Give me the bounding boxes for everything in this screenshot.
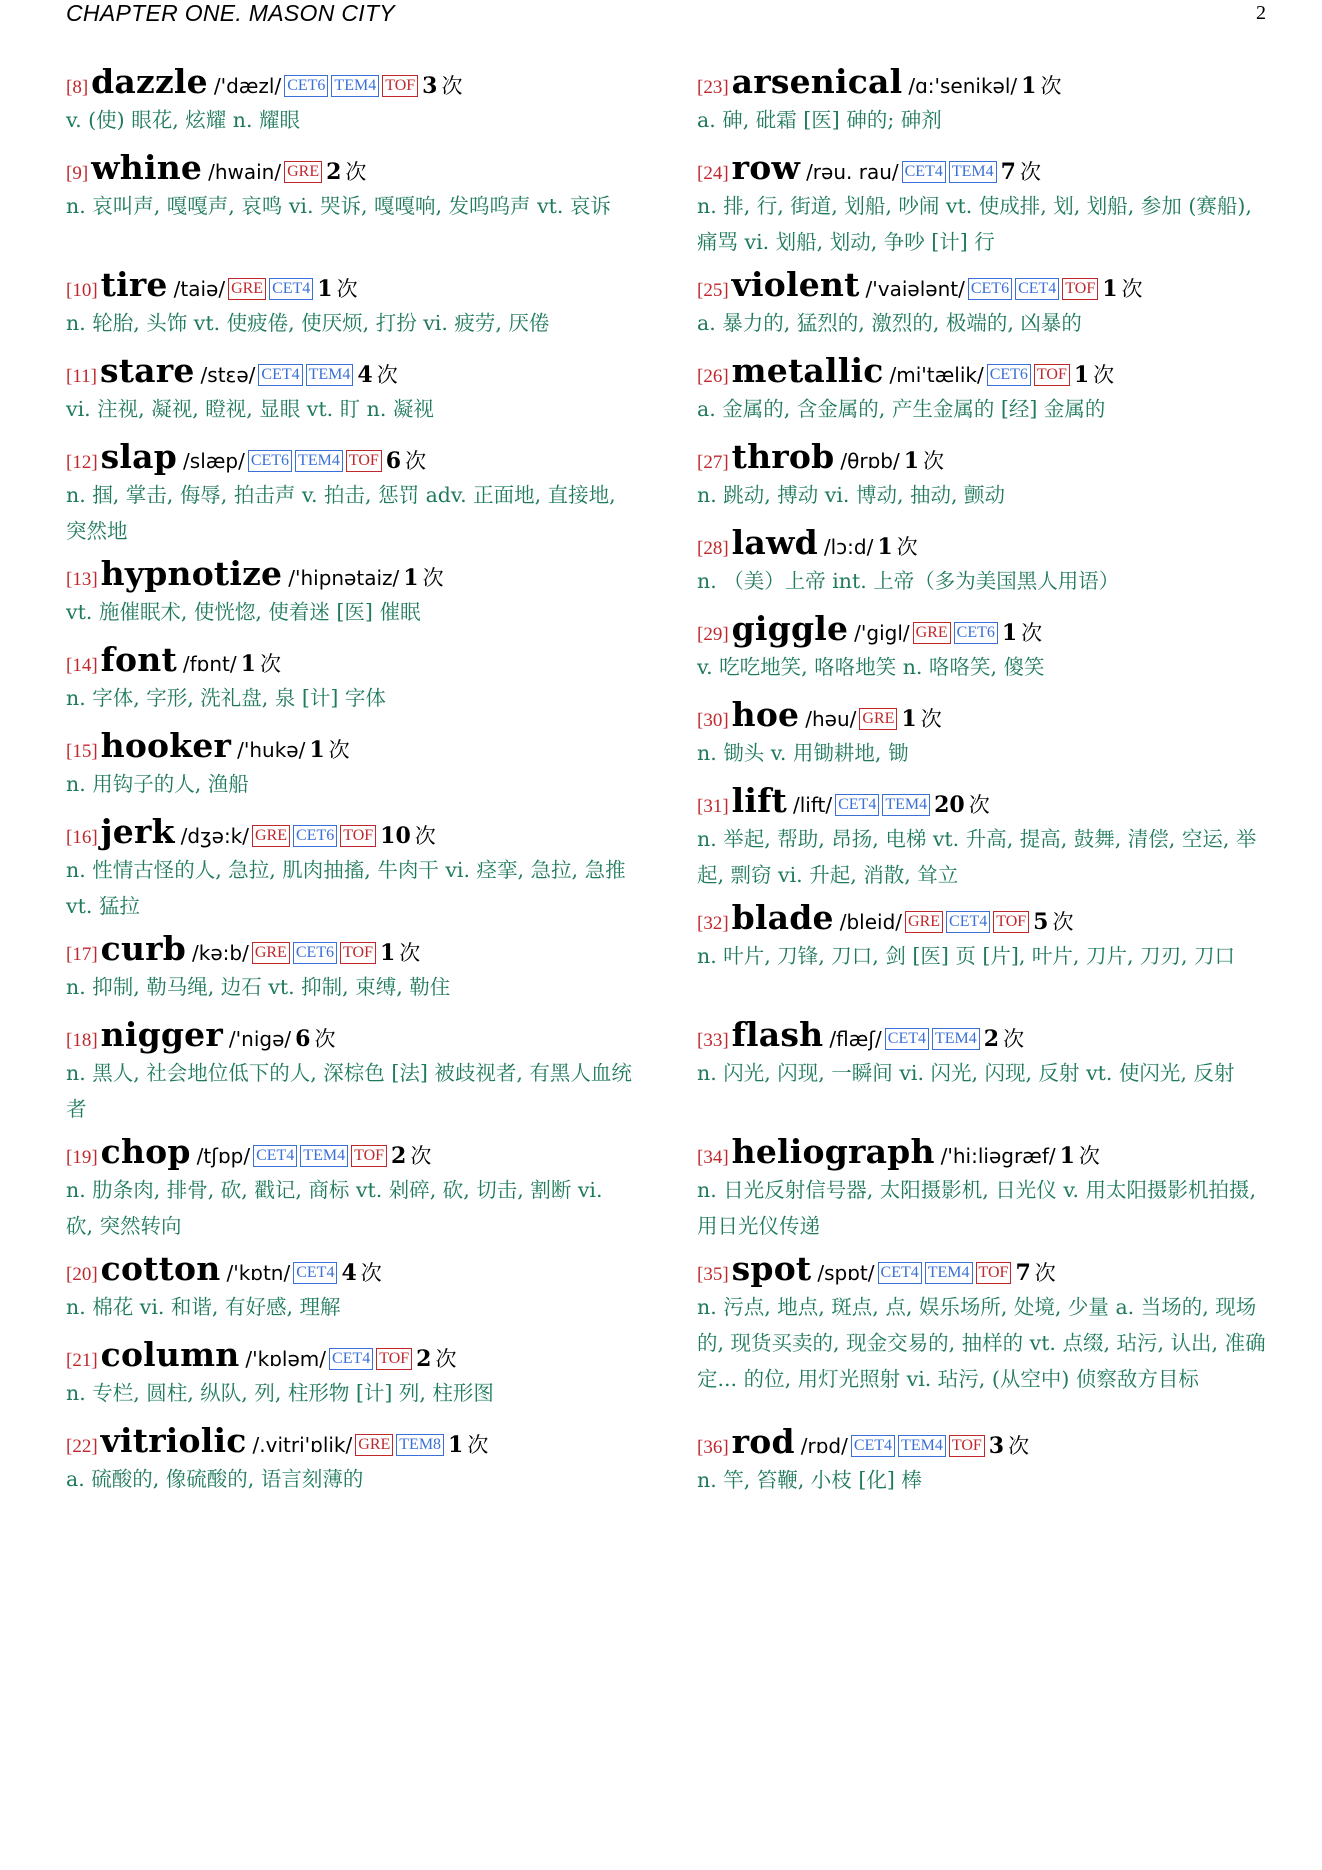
phonetic: /flæʃ/ xyxy=(829,1027,882,1051)
exam-tag: CET4 xyxy=(885,1028,929,1050)
exam-tag: TEM4 xyxy=(295,450,343,472)
occurrence-count: 1 xyxy=(1102,276,1118,302)
entry-number: [22] xyxy=(66,1436,98,1457)
occurrence-count: 7 xyxy=(1015,1260,1031,1286)
vocab-entry xyxy=(66,1249,636,1325)
occurrence-count: 2 xyxy=(326,159,342,185)
vocab-entry xyxy=(697,1015,1267,1091)
count-unit: 次 xyxy=(1008,1434,1030,1458)
count-unit: 次 xyxy=(896,535,918,559)
entry-number: [12] xyxy=(66,452,98,473)
entry-headline xyxy=(66,351,636,391)
entry-number: [18] xyxy=(66,1030,98,1051)
exam-tag: TEM4 xyxy=(306,364,354,386)
definition: n. 叶片, 刀锋, 刀口, 剑 [医] 页 [片], 叶片, 刀片, 刀刃, 刀口 xyxy=(697,944,1236,968)
vocab-entry xyxy=(697,1249,1267,1397)
phonetic: /spɒt/ xyxy=(817,1261,875,1285)
entry-headline xyxy=(697,523,1267,563)
exam-tag: TEM4 xyxy=(949,161,997,183)
exam-tag: CET6 xyxy=(968,278,1012,300)
exam-tag: CET4 xyxy=(835,794,879,816)
exam-tag: CET4 xyxy=(878,1262,922,1284)
headword: hooker xyxy=(100,726,232,765)
phonetic: /'kɒtn/ xyxy=(226,1261,291,1285)
occurrence-count: 3 xyxy=(422,73,438,99)
phonetic: /mi'tælik/ xyxy=(889,363,984,387)
headword: column xyxy=(100,1335,240,1374)
exam-tag: TEM4 xyxy=(300,1145,348,1167)
phonetic: /'hipnətaiz/ xyxy=(288,566,400,590)
entry-number: [23] xyxy=(697,77,729,98)
headword: tire xyxy=(100,265,168,304)
occurrence-count: 20 xyxy=(934,792,965,818)
definition: n. （美）上帝 int. 上帝（多为美国黑人用语） xyxy=(697,569,1120,593)
phonetic: /lift/ xyxy=(792,793,833,817)
phonetic: /ɑ:'senikəl/ xyxy=(908,74,1018,98)
exam-tag: TEM4 xyxy=(882,794,930,816)
occurrence-count: 1 xyxy=(403,565,419,591)
entry-number: [31] xyxy=(697,796,729,817)
vocab-entry xyxy=(66,1015,636,1127)
headword: row xyxy=(731,148,801,187)
exam-tag: TEM4 xyxy=(925,1262,973,1284)
exam-tag: TOF xyxy=(351,1145,387,1167)
phonetic: /'hukə/ xyxy=(237,738,306,762)
entry-number: [34] xyxy=(697,1147,729,1168)
phonetic: /'hi:liəgræf/ xyxy=(940,1144,1056,1168)
headword: throb xyxy=(731,437,835,476)
phonetic: /hwain/ xyxy=(208,160,282,184)
exam-tag: TOF xyxy=(976,1262,1012,1284)
entry-number: [13] xyxy=(66,569,98,590)
entry-number: [33] xyxy=(697,1030,729,1051)
phonetic: /kə:b/ xyxy=(192,941,249,965)
exam-tag: CET6 xyxy=(248,450,292,472)
entry-headline xyxy=(697,1015,1267,1055)
exam-tag: TOF xyxy=(949,1435,985,1457)
count-unit: 次 xyxy=(1093,363,1115,387)
exam-tag: TOF xyxy=(1062,278,1098,300)
occurrence-count: 1 xyxy=(1001,620,1018,646)
definition: n. 抑制, 勒马绳, 边石 vt. 抑制, 束缚, 勒住 xyxy=(66,975,451,999)
entry-headline xyxy=(66,640,636,680)
definition: v. (使) 眼花, 炫耀 n. 耀眼 xyxy=(66,108,300,132)
exam-tag: CET4 xyxy=(851,1435,895,1457)
entry-number: [29] xyxy=(697,624,729,645)
exam-tag: CET4 xyxy=(902,161,946,183)
exam-tag: GRE xyxy=(284,161,322,183)
definition: vt. 施催眠术, 使恍惚, 使着迷 [医] 催眠 xyxy=(66,600,421,624)
exam-tag: TOF xyxy=(340,942,376,964)
headword: giggle xyxy=(731,609,849,648)
headword: arsenical xyxy=(731,62,903,101)
occurrence-count: 2 xyxy=(983,1026,1000,1052)
count-unit: 次 xyxy=(968,793,990,817)
entry-number: [10] xyxy=(66,280,98,301)
entry-number: [30] xyxy=(697,710,729,731)
vocab-entry xyxy=(66,554,636,630)
exam-tag: CET4 xyxy=(253,1145,297,1167)
phonetic: /həu/ xyxy=(805,707,857,731)
vocab-entry xyxy=(697,62,1267,138)
phonetic: /taiə/ xyxy=(173,277,226,301)
vocab-entry xyxy=(697,437,1267,513)
occurrence-count: 1 xyxy=(877,534,893,560)
entry-headline xyxy=(66,148,636,188)
definition: n. 日光反射信号器, 太阳摄影机, 日光仪 v. 用太阳摄影机拍摄, 用日光仪传递 xyxy=(697,1178,1257,1238)
entry-headline xyxy=(697,1249,1267,1289)
occurrence-count: 1 xyxy=(1073,362,1090,388)
occurrence-count: 10 xyxy=(380,823,411,849)
occurrence-count: 1 xyxy=(240,651,256,677)
vocab-entry xyxy=(66,1421,636,1497)
count-unit: 次 xyxy=(467,1433,489,1457)
headword: blade xyxy=(731,898,834,937)
entry-headline xyxy=(66,812,636,852)
exam-tag: CET4 xyxy=(329,1348,373,1370)
entry-number: [17] xyxy=(66,944,98,965)
exam-tag: CET6 xyxy=(293,825,337,847)
exam-tag: GRE xyxy=(252,942,290,964)
definition: n. 专栏, 圆柱, 纵队, 列, 柱形物 [计] 列, 柱形图 xyxy=(66,1381,494,1405)
phonetic: /.vitri'ɒlik/ xyxy=(252,1433,353,1457)
definition: a. 暴力的, 猛烈的, 激烈的, 极端的, 凶暴的 xyxy=(697,311,1082,335)
count-unit: 次 xyxy=(399,941,421,965)
occurrence-count: 1 xyxy=(317,276,333,302)
headword: lawd xyxy=(731,523,818,562)
headword: dazzle xyxy=(91,62,208,101)
definition: a. 硫酸的, 像硫酸的, 语言刻薄的 xyxy=(66,1467,364,1491)
exam-tag: GRE xyxy=(355,1434,393,1456)
entry-headline xyxy=(66,1015,636,1055)
phonetic: /rəu. rau/ xyxy=(806,160,899,184)
definition: n. 棉花 vi. 和谐, 有好感, 理解 xyxy=(66,1295,341,1319)
definition: n. 举起, 帮助, 昂扬, 电梯 vt. 升高, 提高, 鼓舞, 清偿, 空运, 举起, 剽窃 vi. 升起, 消散, 耸立 xyxy=(697,827,1257,887)
exam-tag: CET4 xyxy=(258,364,302,386)
occurrence-count: 4 xyxy=(341,1260,357,1286)
phonetic: /tʃɒp/ xyxy=(196,1144,251,1168)
headword: chop xyxy=(100,1132,191,1171)
exam-tag: TOF xyxy=(1034,364,1070,386)
headword: curb xyxy=(100,929,187,968)
count-unit: 次 xyxy=(328,738,350,762)
count-unit: 次 xyxy=(1052,910,1074,934)
exam-tag: GRE xyxy=(905,911,943,933)
occurrence-count: 1 xyxy=(1021,73,1037,99)
exam-tag: CET6 xyxy=(293,942,337,964)
exam-tag: TEM8 xyxy=(396,1434,444,1456)
exam-tag: CET6 xyxy=(954,622,998,644)
entry-headline xyxy=(697,62,1267,102)
headword: heliograph xyxy=(731,1132,935,1171)
headword: jerk xyxy=(100,812,175,851)
phonetic: /'nigə/ xyxy=(228,1027,292,1051)
headword: hoe xyxy=(731,695,800,734)
phonetic: /bleid/ xyxy=(839,910,903,934)
entry-number: [9] xyxy=(66,163,89,184)
phonetic: /rɒd/ xyxy=(800,1434,848,1458)
vocab-entry xyxy=(66,265,636,341)
exam-tag: CET4 xyxy=(269,278,313,300)
occurrence-count: 1 xyxy=(1059,1143,1075,1169)
vocab-entry xyxy=(697,523,1267,599)
exam-tag: TEM4 xyxy=(932,1028,980,1050)
count-unit: 次 xyxy=(414,824,436,848)
definition: n. 锄头 v. 用锄耕地, 锄 xyxy=(697,741,909,765)
count-unit: 次 xyxy=(1019,160,1041,184)
phonetic: /dʒə:k/ xyxy=(180,824,250,848)
vocab-entry xyxy=(697,609,1267,685)
exam-tag: TEM4 xyxy=(898,1435,946,1457)
entry-headline xyxy=(66,1335,636,1375)
count-unit: 次 xyxy=(405,449,427,473)
entry-headline xyxy=(697,898,1267,938)
headword: whine xyxy=(91,148,203,187)
entry-number: [20] xyxy=(66,1264,98,1285)
exam-tag: CET4 xyxy=(1015,278,1059,300)
count-unit: 次 xyxy=(360,1261,382,1285)
entry-headline xyxy=(697,148,1267,188)
exam-tag: GRE xyxy=(228,278,266,300)
definition: n. 性情古怪的人, 急拉, 肌肉抽搐, 牛肉干 vi. 痉挛, 急拉, 急推 vt. 猛拉 xyxy=(66,858,626,918)
vocab-entry xyxy=(697,1132,1267,1244)
count-unit: 次 xyxy=(1003,1027,1025,1051)
exam-tag: TOF xyxy=(340,825,376,847)
headword: font xyxy=(100,640,177,679)
entry-number: [21] xyxy=(66,1350,98,1371)
headword: flash xyxy=(731,1015,824,1054)
entry-number: [11] xyxy=(66,366,97,387)
occurrence-count: 7 xyxy=(1000,159,1016,185)
headword: stare xyxy=(99,351,195,390)
vocab-entry xyxy=(66,1132,636,1244)
vocab-entry xyxy=(697,898,1267,974)
count-unit: 次 xyxy=(1121,277,1143,301)
entry-number: [19] xyxy=(66,1147,98,1168)
exam-tag: GRE xyxy=(859,708,897,730)
vocab-entry xyxy=(66,929,636,1005)
phonetic: /fɒnt/ xyxy=(182,652,237,676)
entry-number: [27] xyxy=(697,452,729,473)
vocab-entry xyxy=(66,1335,636,1411)
count-unit: 次 xyxy=(1021,621,1043,645)
occurrence-count: 6 xyxy=(385,448,402,474)
vocab-entry xyxy=(66,148,636,224)
definition: n. 闪光, 闪现, 一瞬间 vi. 闪光, 闪现, 反射 vt. 使闪光, 反射 xyxy=(697,1061,1235,1085)
page-header xyxy=(66,0,1266,30)
exam-tag: TOF xyxy=(993,911,1029,933)
count-unit: 次 xyxy=(1040,74,1062,98)
definition: vi. 注视, 凝视, 瞪视, 显眼 vt. 盯 n. 凝视 xyxy=(66,397,434,421)
definition: n. 跳动, 搏动 vi. 博动, 抽动, 颤动 xyxy=(697,483,1006,507)
entry-headline xyxy=(66,437,636,477)
occurrence-count: 1 xyxy=(448,1432,464,1458)
phonetic: /θrɒb/ xyxy=(840,449,900,473)
entry-headline xyxy=(66,62,636,102)
definition: n. 掴, 掌击, 侮辱, 拍击声 v. 拍击, 惩罚 adv. 正面地, 直接地, 突然地 xyxy=(66,483,616,543)
count-unit: 次 xyxy=(314,1027,336,1051)
count-unit: 次 xyxy=(1034,1261,1056,1285)
entry-headline xyxy=(66,1249,636,1289)
entry-headline xyxy=(66,726,636,766)
entry-headline xyxy=(697,695,1267,735)
exam-tag: CET4 xyxy=(946,911,990,933)
definition: n. 字体, 字形, 洗礼盘, 泉 [计] 字体 xyxy=(66,686,386,710)
headword: rod xyxy=(731,1422,795,1461)
entry-headline xyxy=(66,929,636,969)
occurrence-count: 1 xyxy=(903,448,920,474)
phonetic: /slæp/ xyxy=(183,449,245,473)
entry-headline xyxy=(66,1421,636,1461)
entry-number: [24] xyxy=(697,163,729,184)
occurrence-count: 3 xyxy=(988,1433,1005,1459)
headword: slap xyxy=(100,437,178,476)
headword: hypnotize xyxy=(100,554,283,593)
phonetic: /stεə/ xyxy=(200,363,256,387)
entry-number: [28] xyxy=(697,538,729,559)
count-unit: 次 xyxy=(376,363,398,387)
headword: metallic xyxy=(731,351,884,390)
entry-number: [16] xyxy=(66,827,98,848)
count-unit: 次 xyxy=(441,74,463,98)
occurrence-count: 5 xyxy=(1033,909,1049,935)
entry-headline xyxy=(697,437,1267,477)
definition: a. 金属的, 含金属的, 产生金属的 [经] 金属的 xyxy=(697,397,1106,421)
count-unit: 次 xyxy=(422,566,444,590)
entry-number: [36] xyxy=(697,1437,729,1458)
definition: n. 用钩子的人, 渔船 xyxy=(66,772,249,796)
count-unit: 次 xyxy=(1078,1144,1100,1168)
count-unit: 次 xyxy=(410,1144,432,1168)
entry-headline xyxy=(66,265,636,305)
count-unit: 次 xyxy=(336,277,358,301)
definition: n. 排, 行, 街道, 划船, 吵闹 vt. 使成排, 划, 划船, 参加 (赛船), 痛骂 vi. 划船, 划动, 争吵 [计] 行 xyxy=(697,194,1252,254)
vocab-entry xyxy=(697,265,1267,341)
vocab-entry xyxy=(697,781,1267,893)
count-unit: 次 xyxy=(923,449,945,473)
definition: v. 吃吃地笑, 咯咯地笑 n. 咯咯笑, 傻笑 xyxy=(697,655,1045,679)
count-unit: 次 xyxy=(345,160,367,184)
vocab-entry xyxy=(66,640,636,716)
vocab-entry xyxy=(697,1422,1267,1498)
entry-headline xyxy=(66,1132,636,1172)
page-number: 2 xyxy=(1256,2,1266,24)
count-unit: 次 xyxy=(435,1347,457,1371)
entry-number: [26] xyxy=(697,366,729,387)
count-unit: 次 xyxy=(259,652,281,676)
definition: n. 哀叫声, 嘎嘎声, 哀鸣 vi. 哭诉, 嘎嘎响, 发呜呜声 vt. 哀诉 xyxy=(66,194,611,218)
definition: n. 黑人, 社会地位低下的人, 深棕色 [法] 被歧视者, 有黑人血统者 xyxy=(66,1061,632,1121)
occurrence-count: 1 xyxy=(379,940,396,966)
entry-headline xyxy=(697,265,1267,305)
chapter-title: CHAPTER ONE. MASON CITY xyxy=(66,0,395,26)
exam-tag: CET6 xyxy=(284,75,328,97)
entry-number: [8] xyxy=(66,77,89,98)
occurrence-count: 2 xyxy=(391,1143,407,1169)
definition: n. 污点, 地点, 斑点, 点, 娱乐场所, 处境, 少量 a. 当场的, 现场的, 现货买卖的, 现金交易的, 抽样的 vt. 点缀, 玷污, 认出, 准确定... 的位, 用灯光照射 vi. 玷污, (从空中) 侦察敌方目标 xyxy=(697,1295,1266,1391)
exam-tag: TOF xyxy=(382,75,418,97)
phonetic: /'dæzl/ xyxy=(213,74,282,98)
entry-headline xyxy=(697,1422,1267,1462)
vocab-entry xyxy=(66,812,636,924)
headword: lift xyxy=(731,781,787,820)
phonetic: /'vaiələnt/ xyxy=(865,277,965,301)
vocab-entry xyxy=(697,351,1267,427)
entry-number: [35] xyxy=(697,1264,729,1285)
entry-headline xyxy=(697,781,1267,821)
vocab-entry xyxy=(66,437,636,549)
occurrence-count: 2 xyxy=(416,1346,432,1372)
entry-number: [14] xyxy=(66,655,98,676)
phonetic: /'gigl/ xyxy=(854,621,910,645)
entry-number: [15] xyxy=(66,741,98,762)
entry-headline xyxy=(697,1132,1267,1172)
entry-headline xyxy=(66,554,636,594)
occurrence-count: 1 xyxy=(309,737,325,763)
vocab-entry xyxy=(66,351,636,427)
entry-headline xyxy=(697,609,1267,649)
definition: a. 砷, 砒霜 [医] 砷的; 砷剂 xyxy=(697,108,942,132)
definition: n. 竿, 笞鞭, 小枝 [化] 棒 xyxy=(697,1468,922,1492)
vocab-entry xyxy=(66,62,636,138)
exam-tag: CET6 xyxy=(987,364,1031,386)
exam-tag: CET4 xyxy=(293,1262,337,1284)
entry-number: [25] xyxy=(697,280,729,301)
headword: cotton xyxy=(100,1249,221,1288)
exam-tag: TOF xyxy=(376,1348,412,1370)
phonetic: /'kɒləm/ xyxy=(245,1347,327,1371)
exam-tag: GRE xyxy=(252,825,290,847)
exam-tag: GRE xyxy=(913,622,951,644)
vocab-entry xyxy=(697,695,1267,771)
occurrence-count: 6 xyxy=(295,1026,311,1052)
headword: vitriolic xyxy=(100,1421,247,1460)
vocab-entry xyxy=(697,148,1267,260)
headword: violent xyxy=(731,265,860,304)
phonetic: /lɔ:d/ xyxy=(823,535,874,559)
definition: n. 肋条肉, 排骨, 砍, 戳记, 商标 vt. 剁碎, 砍, 切击, 割断 vi. 砍, 突然转向 xyxy=(66,1178,603,1238)
occurrence-count: 4 xyxy=(357,362,373,388)
headword: nigger xyxy=(100,1015,223,1054)
vocab-entry xyxy=(66,726,636,802)
definition: n. 轮胎, 头饰 vt. 使疲倦, 使厌烦, 打扮 vi. 疲劳, 厌倦 xyxy=(66,311,550,335)
entry-headline xyxy=(697,351,1267,391)
headword: spot xyxy=(731,1249,812,1288)
count-unit: 次 xyxy=(920,707,942,731)
exam-tag: TEM4 xyxy=(331,75,379,97)
entry-number: [32] xyxy=(697,913,729,934)
exam-tag: TOF xyxy=(346,450,382,472)
occurrence-count: 1 xyxy=(901,706,917,732)
